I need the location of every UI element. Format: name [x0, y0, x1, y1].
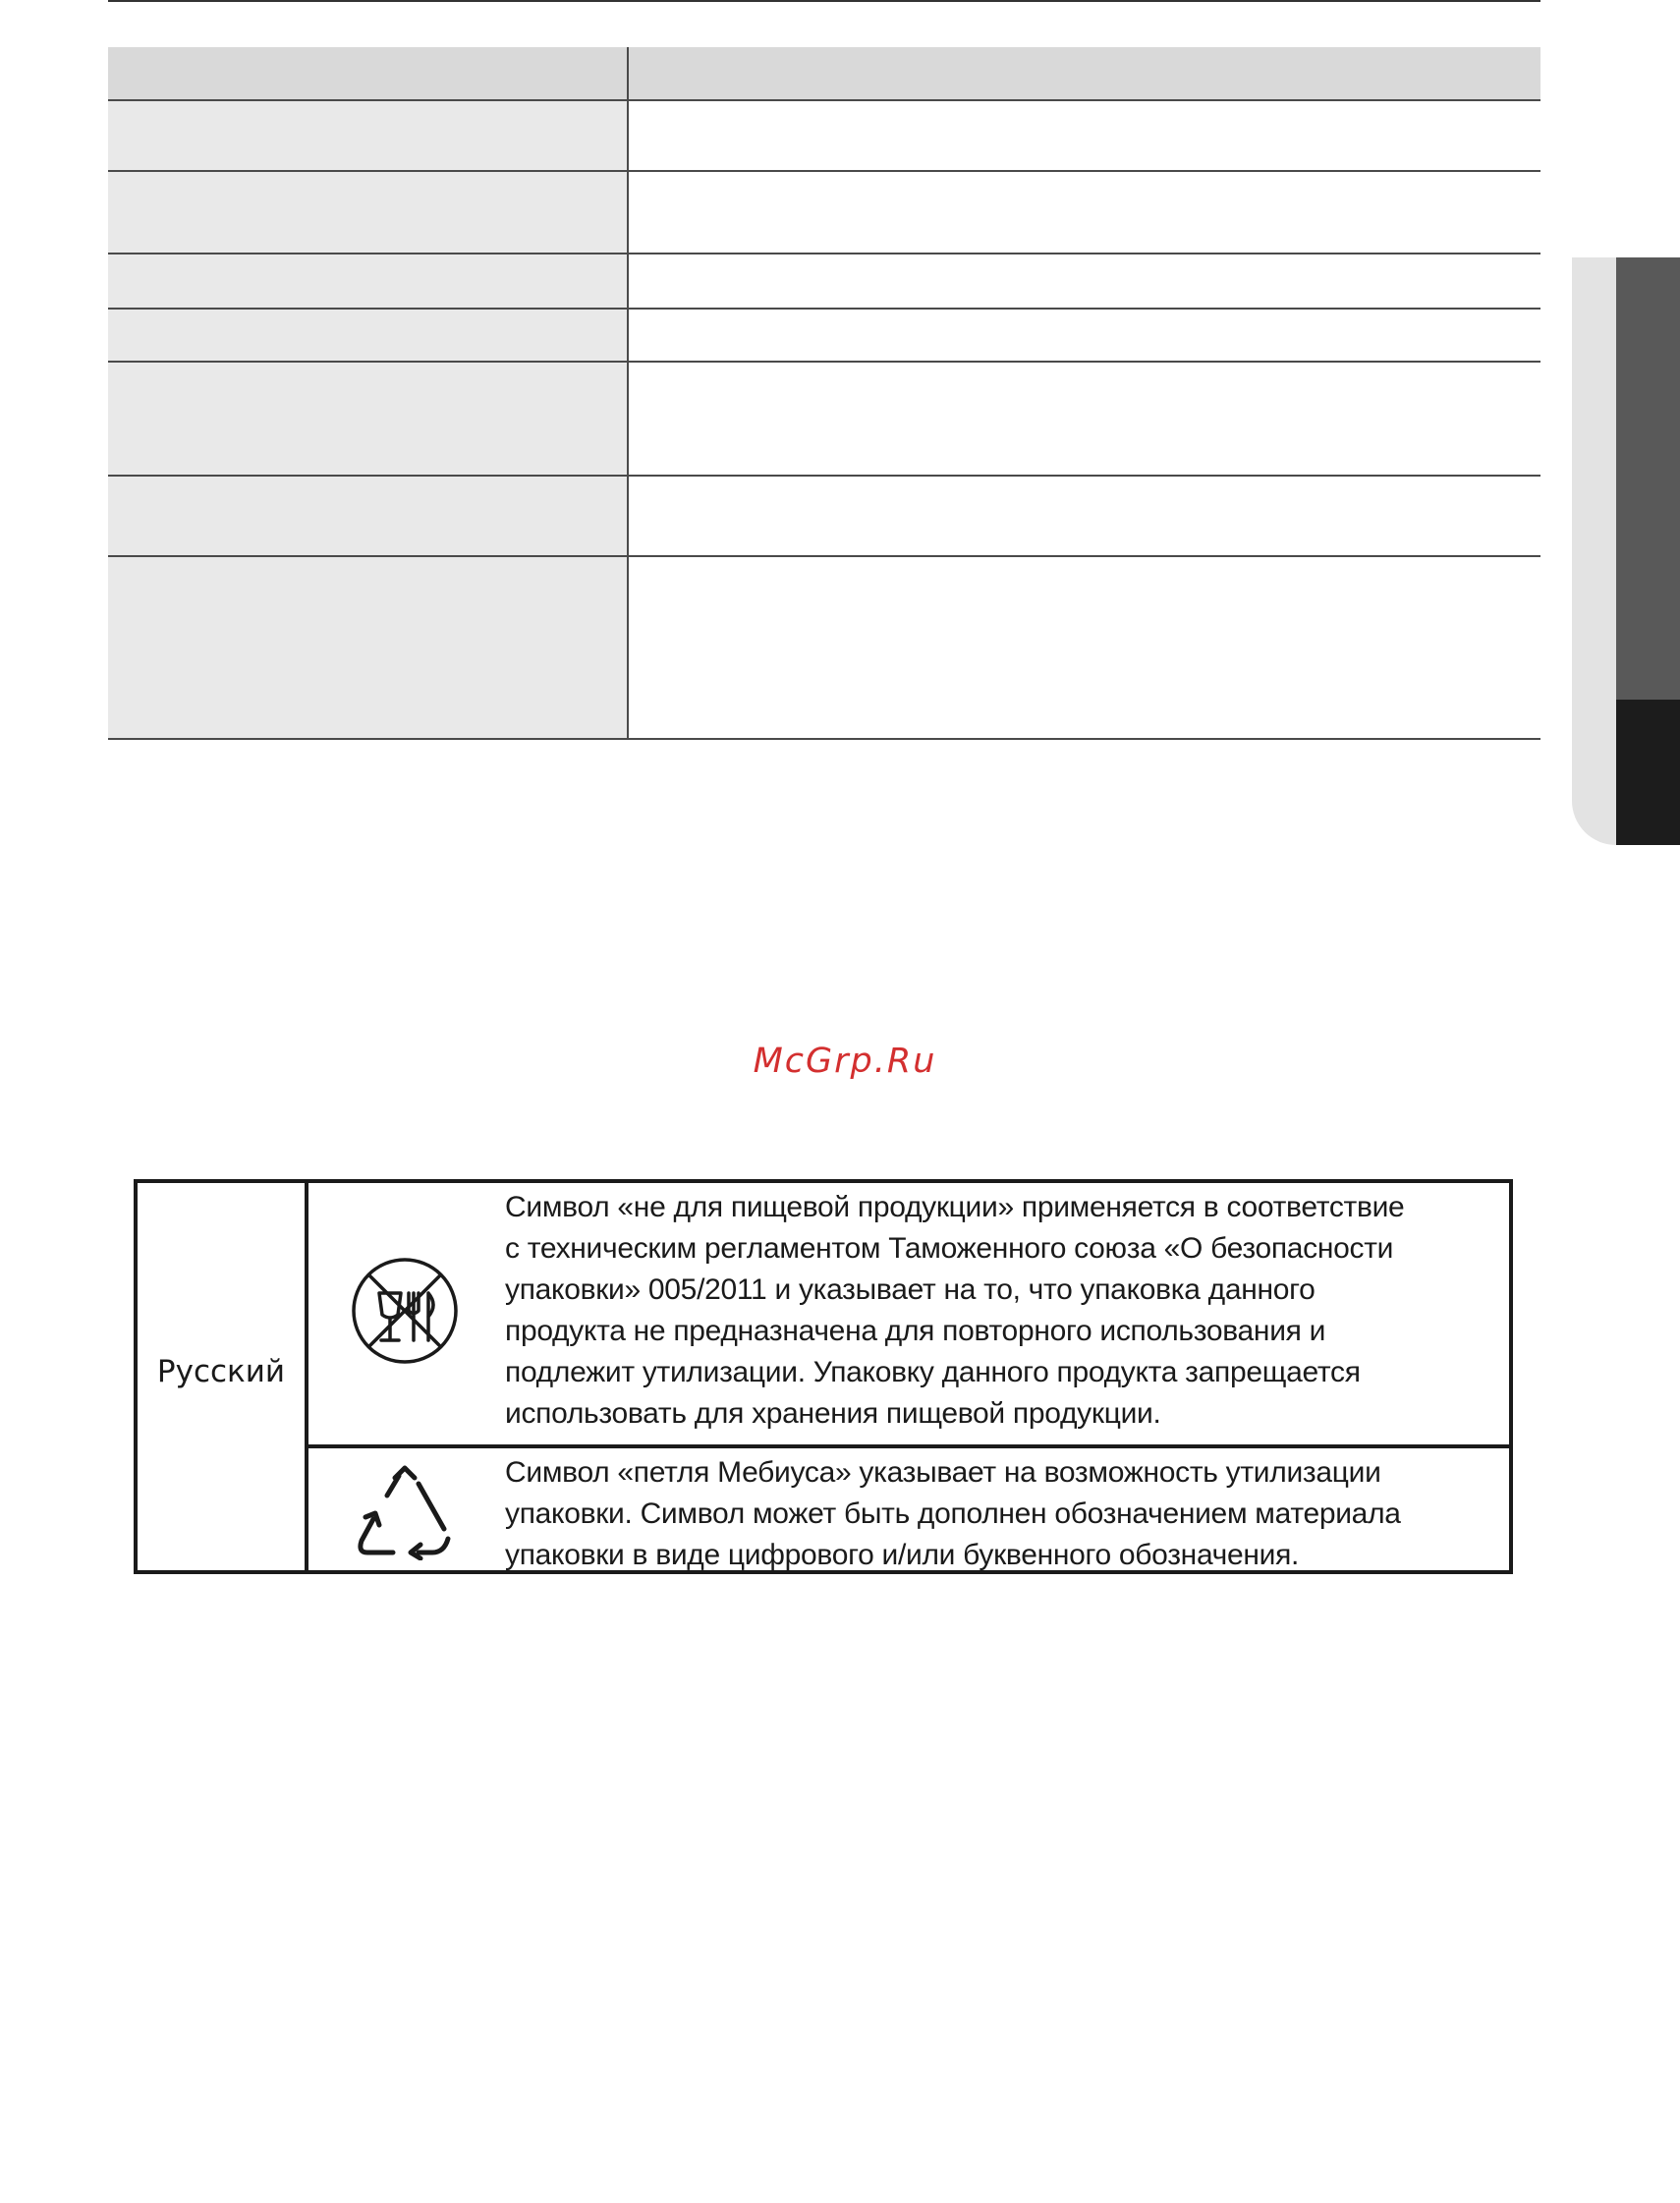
watermark: McGrp.Ru — [753, 1042, 937, 1081]
not-for-food-icon — [348, 1254, 462, 1368]
side-tab-grey — [1616, 257, 1680, 700]
mobius-text: Символ «петля Мебиуса» указывает на возможность утилизации упаковки. Символ может быть дополнен обозначением материала упаковки в виде цифрового и/или буквенного обозначения. — [505, 1456, 1401, 1571]
table-row — [108, 362, 1540, 476]
notice-row-mobius — [308, 1448, 1509, 1570]
table-row — [108, 254, 1540, 309]
table-row — [108, 476, 1540, 556]
spec-table — [108, 47, 1540, 740]
notice-row-not-for-food — [308, 1183, 1509, 1448]
top-rule — [108, 0, 1540, 2]
table-row — [108, 100, 1540, 171]
table-header-row — [108, 47, 1540, 100]
table-row — [108, 556, 1540, 739]
table-row — [108, 309, 1540, 362]
language-cell — [138, 1183, 308, 1570]
not-for-food-text: Символ «не для пищевой продукции» применяется в соответствие с техническим регламентом Таможенного союза «О безопасности упаковки» 005/2011 и указывает на то, что упаковка данного продукта не предназначена для повторного использования и подлежит утилизации. Упаковку данного продукта запрещается использовать для хранения пищевой продукции. — [505, 1191, 1405, 1430]
table-row — [108, 171, 1540, 254]
language-label: Русский — [156, 1354, 286, 1389]
side-tab-light — [1572, 257, 1616, 845]
packaging-notice-box — [134, 1179, 1513, 1574]
side-tab-dark — [1616, 700, 1680, 845]
mobius-loop-icon — [350, 1462, 460, 1560]
